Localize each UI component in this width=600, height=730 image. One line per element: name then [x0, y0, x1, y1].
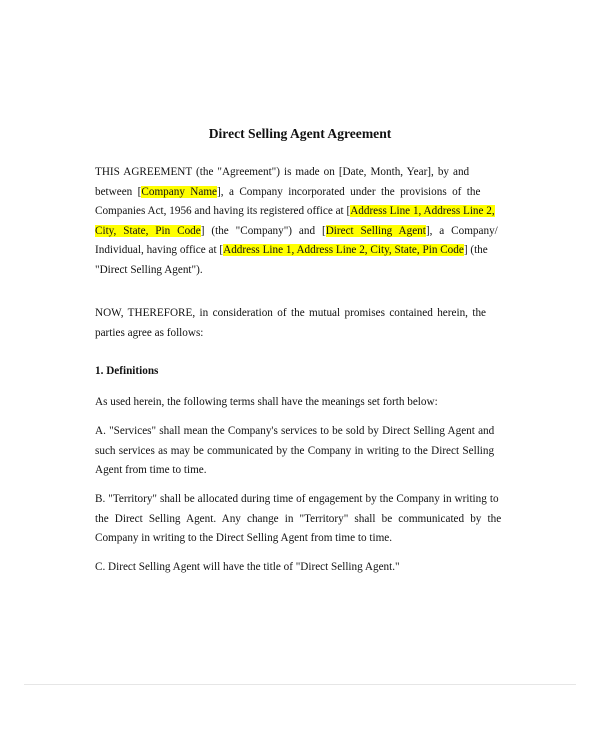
clause-a-line-2: such services as may be communicated by the Company in writing to the Direct Selling [95, 444, 495, 457]
clause-b [95, 490, 502, 549]
intro-paragraph [95, 163, 502, 280]
recital-line-2: parties agree as follows: [95, 326, 204, 339]
intro-line-3-pre: Companies Act, 1956 and having its registered office at [ [95, 205, 351, 217]
company-name-placeholder: Company Name [141, 185, 218, 198]
intro-line-4-post: ], a Company/ [425, 224, 498, 237]
registered-address-placeholder-a: Address Line 1, Address Line 2, [350, 205, 495, 217]
footer-divider [24, 684, 576, 685]
document-title: Direct Selling Agent Agreement [208, 126, 392, 141]
clause-a-line-3: Agent from time to time. [95, 464, 207, 476]
intro-line-1: THIS AGREEMENT (the "Agreement") is made on [Date, Month, Year], by and [95, 166, 470, 178]
registered-address-placeholder-b: City, State, Pin Code [95, 224, 201, 237]
definitions-intro-text: As used herein, the following terms shall have the meanings set forth below: [95, 396, 438, 408]
intro-line-5-pre: Individual, having office at [ [95, 244, 224, 256]
clause-b-line-2: the Direct Selling Agent. Any change in "Territory" shall be communicated by the [95, 512, 502, 525]
office-address-placeholder: Address Line 1, Address Line 2, City, State, Pin Code [223, 244, 464, 256]
intro-line-6: "Direct Selling Agent"). [95, 263, 203, 276]
intro-line-2-post: ], a Company incorporated under the provisions of the [217, 185, 481, 198]
intro-line-3 [95, 202, 502, 222]
intro-line-5 [95, 241, 502, 261]
section-heading-definitions: 1. Definitions [95, 365, 159, 377]
clause-a-line-1: A. "Services" shall mean the Company's services to be sold by Direct Selling Agent and [95, 425, 495, 437]
recital-line-1: NOW, THEREFORE, in consideration of the mutual promises contained herein, the [95, 307, 487, 319]
definitions-intro [95, 393, 502, 413]
agent-name-placeholder: Direct Selling Agent [325, 224, 426, 237]
clause-a [95, 422, 502, 481]
intro-line-4 [95, 222, 502, 242]
clause-b-line-1: B. "Territory" shall be allocated during time of engagement by the Company in writing to [95, 493, 499, 505]
intro-line-2 [95, 183, 502, 203]
intro-line-5-post: ] (the [463, 244, 488, 256]
recital-paragraph [95, 304, 502, 343]
clause-b-line-3: Company in writing to the Direct Selling Agent from time to time. [95, 532, 393, 544]
intro-line-2-pre: between [ [95, 185, 142, 198]
intro-line-4-mid: ] (the "Company") and [ [200, 224, 326, 237]
clause-c-text: C. Direct Selling Agent will have the title of "Direct Selling Agent." [95, 561, 400, 573]
clause-c [95, 558, 502, 578]
